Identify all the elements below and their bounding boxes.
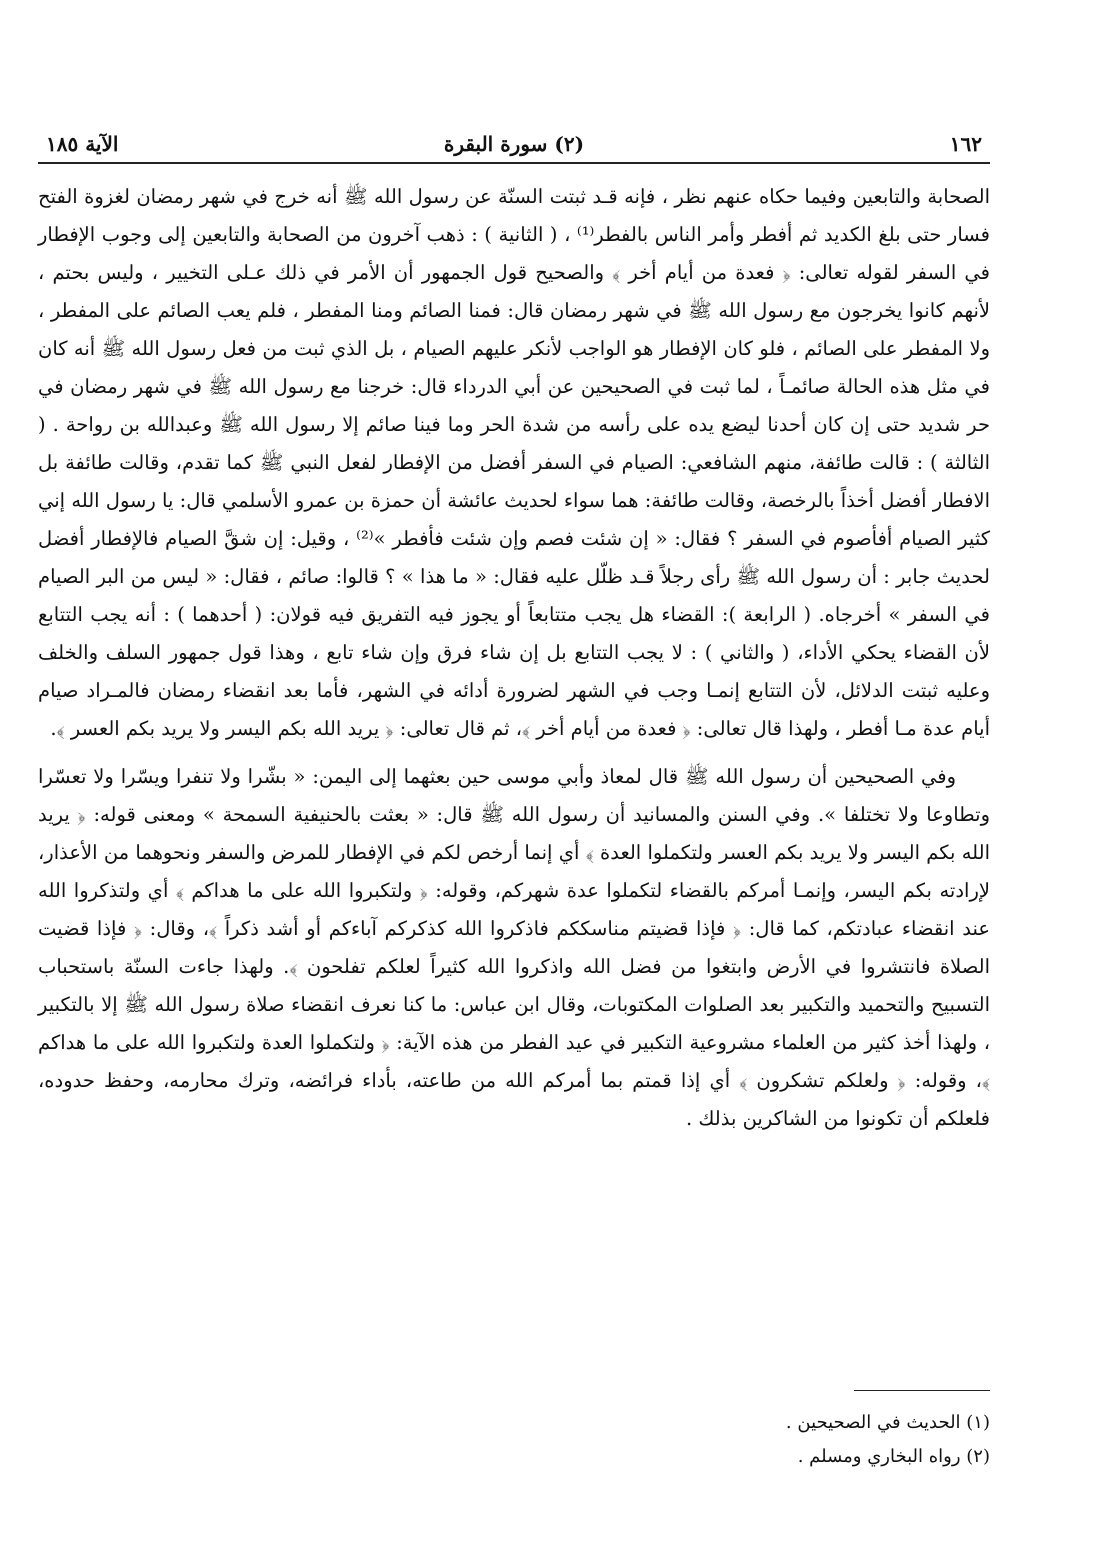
main-text [38,178,990,1138]
page-header [38,128,990,164]
surah-title: (٢) سورة البقرة [443,132,585,156]
book-page [38,128,990,1528]
footnote-2: (٢) رواه البخاري ومسلم . [797,1446,990,1467]
page-number: ١٦٢ [949,132,982,156]
paragraph-1: الصحابة والتابعين وفيما حكاه عنهم نظر ، فإنه قـد ثبتت السنّة عن رسول الله ﷺ أنه خرج في شهر رمضان لغزوة الفتح فسار حتى بلغ الكديد ثم أفطر وأمر الناس بالفطر⁽¹⁾ ، ( الثانية ) : ذهب آخرون من الصحابة والتابعين إلى وجوب الإفطار في السفر لقوله تعالى: ﴿ فعدة من أيام أخر ﴾ والصحيح قول الجمهور أن الأمر في ذلك عـلى التخيير ، وليس بحتم ، لأنهم كانوا يخرجون مع رسول الله ﷺ في شهر رمضان قال: فمنا الصائم ومنا المفطر ، فلم يعب الصائم على المفطر ، ولا المفطر على الصائم ، فلو كان الإفطار هو الواجب لأنكر عليهم الصيام ، بل الذي ثبت من فعل رسول الله ﷺ أنه كان في مثل هذه الحالة صائمـاً ، لما ثبت في الصحيحين عن أبي الدرداء قال: خرجنا مع رسول الله ﷺ في شهر رمضان في حر شديد حتى إن كان أحدنا ليضع يده على رأسه من شدة الحر وما فينا صائم إلا رسول الله ﷺ وعبدالله بن رواحة . ( الثالثة ) : قالت طائفة، منهم الشافعي: الصيام في السفر أفضل من الإفطار لفعل النبي ﷺ كما تقدم، وقالت طائفة بل الافطار أفضل أخذاً بالرخصة، وقالت طائفة: هما سواء لحديث عائشة أن حمزة بن عمرو الأسلمي قال: يا رسول الله إني كثير الصيام أفأصوم في السفر ؟ فقال: « إن شئت فصم وإن شئت فأفطر »⁽²⁾ ، وقيل: إن شقَّ الصيام فالإفطار أفضل لحديث جابر : أن رسول الله ﷺ رأى رجلاً قـد ظلّل عليه فقال: « ما هذا » ؟ قالوا: صائم ، فقال: « ليس من البر الصيام في السفر » أخرجاه. ( الرابعة ): القضاء هل يجب متتابعاً أو يجوز فيه التفريق فيه قولان: ( أحدهما ) : أنه يجب التتابع لأن القضاء يحكي الأداء، ( والثاني ) : لا يجب التتابع بل إن شاء فرق وإن شاء تابع ، وهذا قول جمهور السلف والخلف وعليه ثبتت الدلائل، لأن التتابع إنمـا وجب في الشهر لضرورة أدائه في الشهر، فأما بعد انقضاء رمضان فالمـراد صيام أيام عدة مـا أفطر ، ولهذا قال تعالى: ﴿ فعدة من أيام أخر ﴾، ثم قال تعالى: ﴿ يريد الله بكم اليسر ولا يريد بكم العسر ﴾. [38,185,990,740]
footnote-divider [854,1390,990,1391]
paragraph-2: وفي الصحيحين أن رسول الله ﷺ قال لمعاذ وأبي موسى حين بعثهما إلى اليمن: « بشّرا ولا تنفرا ويسّرا ولا تعسّرا وتطاوعا ولا تختلفا ». وفي السنن والمسانيد أن رسول الله ﷺ قال: « بعثت بالحنيفية السمحة » ومعنى قوله: ﴿ يريد الله بكم اليسر ولا يريد بكم العسر ولتكملوا العدة ﴾ أي إنما أرخص لكم في الإفطار للمرض والسفر ونحوهما من الأعذار، لإرادته بكم اليسر، وإنمـا أمركم بالقضاء لتكملوا عدة شهركم، وقوله: ﴿ ولتكبروا الله على ما هداكم ﴾ أي ولتذكروا الله عند انقضاء عبادتكم، كما قال: ﴿ فإذا قضيتم مناسككم فاذكروا الله كذكركم آباءكم أو أشد ذكراً ﴾، وقال: ﴿ فإذا قضيت الصلاة فانتشروا في الأرض وابتغوا من فضل الله واذكروا الله كثيراً لعلكم تفلحون ﴾. ولهذا جاءت السنّة باستحباب التسبيح والتحميد والتكبير بعد الصلوات المكتوبات، وقال ابن عباس: ما كنا نعرف انقضاء صلاة رسول الله ﷺ إلا بالتكبير ، ولهذا أخذ كثير من العلماء مشروعية التكبير في عيد الفطر من هذه الآية: ﴿ ولتكملوا العدة ولتكبروا الله على ما هداكم ﴾، وقوله: ﴿ ولعلكم تشكرون ﴾ أي إذا قمتم بما أمركم الله من طاعته، بأداء فرائضه، وترك محارمه، وحفظ حدوده، فلعلكم أن تكونوا من الشاكرين بذلك . [38,765,990,1130]
footnote-1: (١) الحديث في الصحيحين . [785,1412,990,1433]
verse-label: الآية ١٨٥ [46,132,119,156]
footnotes [38,1406,990,1474]
